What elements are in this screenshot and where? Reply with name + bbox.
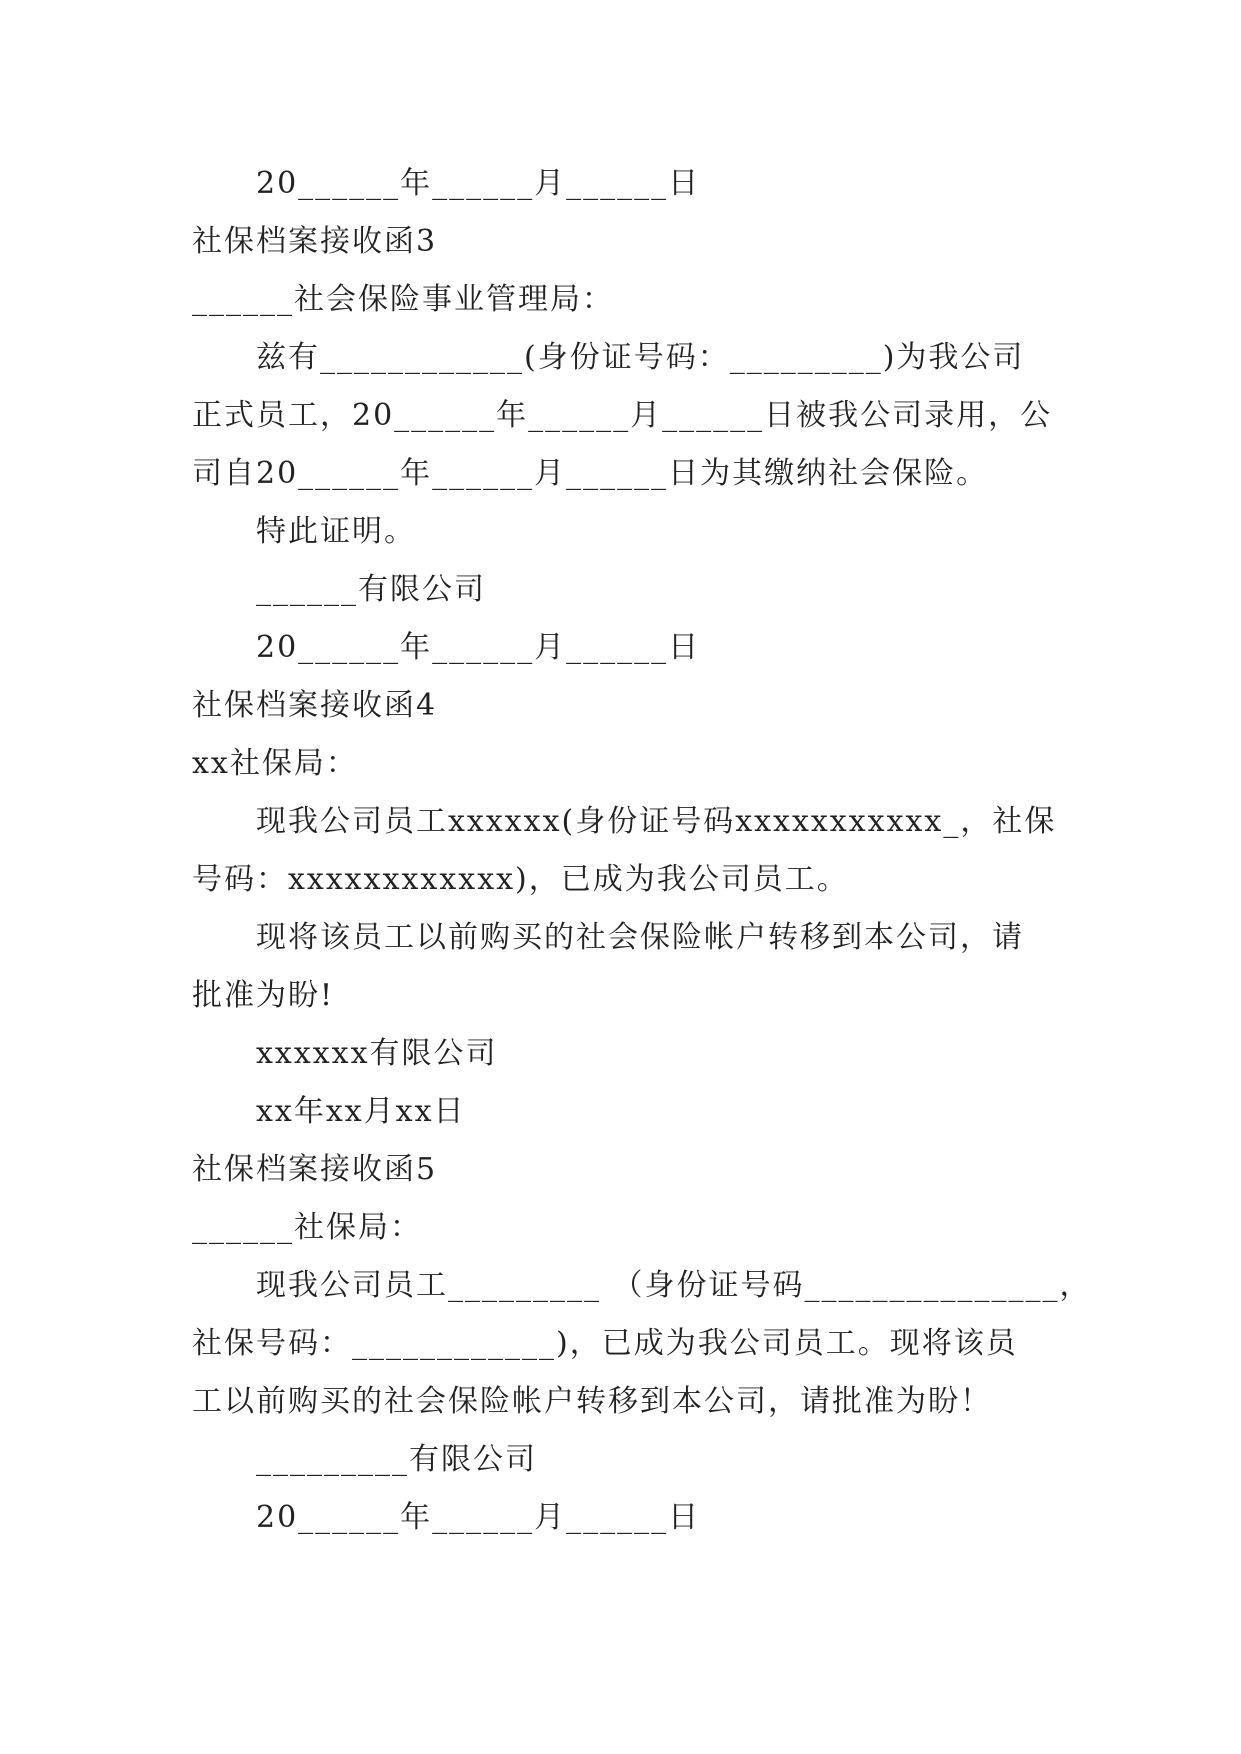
body-line: 现将该员工以前购买的社会保险帐户转移到本公司，请: [256, 920, 1024, 955]
addressee-line: ______社保局：: [192, 1210, 422, 1245]
section-heading: 社保档案接收函3: [192, 224, 438, 259]
body-line: 社保号码：____________)，已成为我公司员工。现将该员: [192, 1326, 1018, 1361]
date-line: xx年xx月xx日: [256, 1094, 466, 1129]
body-line: 现我公司员工_________ （身份证号码_______________，: [256, 1268, 1092, 1303]
certification-line: 特此证明。: [256, 514, 416, 549]
body-line: 工以前购买的社会保险帐户转移到本公司，请批准为盼！: [192, 1384, 992, 1419]
addressee-line: xx社保局：: [192, 746, 358, 781]
body-line: 批准为盼!: [192, 978, 335, 1013]
body-line: 兹有____________(身份证号码：_________)为我公司: [256, 340, 1025, 375]
addressee-line: ______社会保险事业管理局：: [192, 282, 614, 317]
section-heading: 社保档案接收函5: [192, 1152, 438, 1187]
body-line: 号码：xxxxxxxxxxxx)，已成为我公司员工。: [192, 862, 849, 897]
company-signature-line: ______有限公司: [256, 572, 486, 607]
company-signature-line: _________有限公司: [256, 1442, 537, 1477]
document-body: [192, 155, 1092, 1547]
company-signature-line: xxxxxx有限公司: [256, 1036, 498, 1071]
body-line: 司自20______年______月______日为其缴纳社会保险。: [192, 456, 989, 491]
date-line: 20______年______月______日: [256, 630, 701, 665]
body-line: 正式员工，20______年______月______日被我公司录用，公: [192, 398, 1053, 433]
date-line: 20______年______月______日: [256, 166, 701, 201]
body-line: 现我公司员工xxxxxx(身份证号码xxxxxxxxxxx_，社保: [256, 804, 1057, 839]
section-heading: 社保档案接收函4: [192, 688, 438, 723]
date-line: 20______年______月______日: [256, 1500, 701, 1535]
